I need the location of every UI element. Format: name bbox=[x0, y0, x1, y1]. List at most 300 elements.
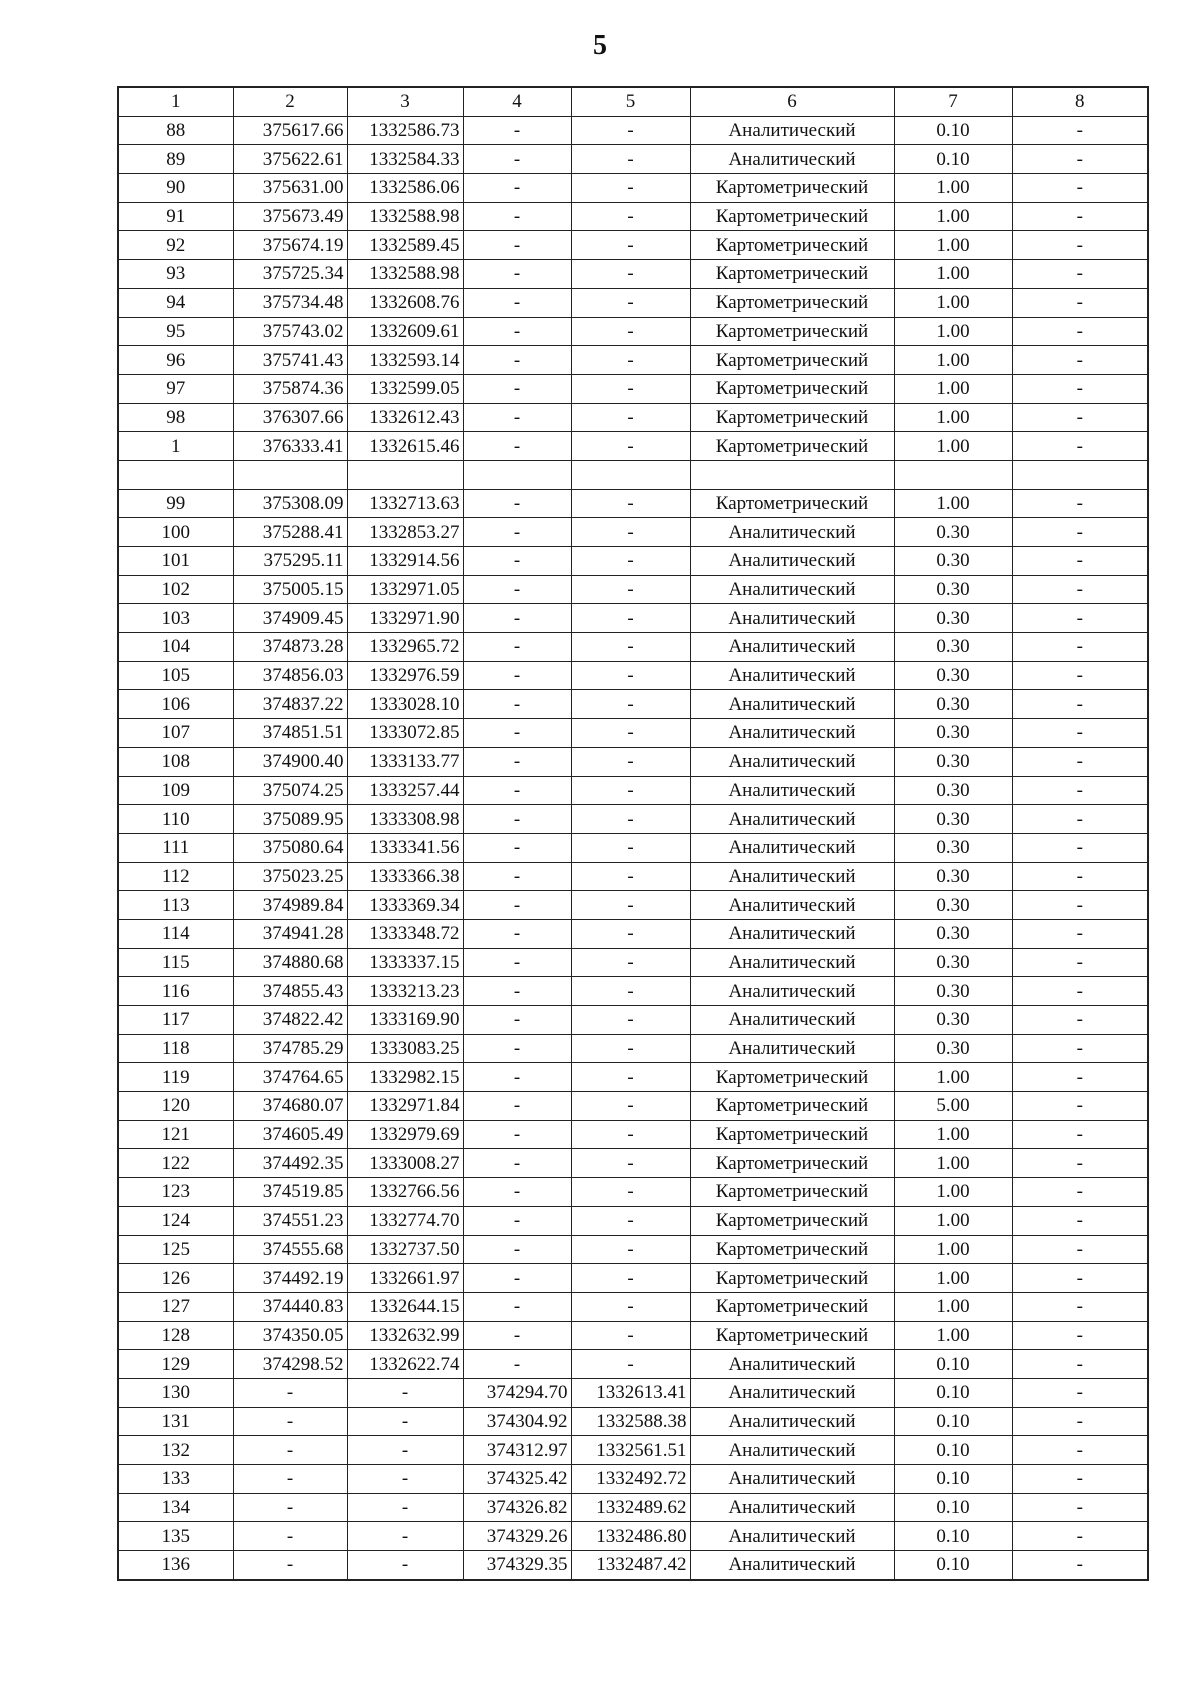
table-cell: 1.00 bbox=[894, 317, 1012, 346]
table-cell: - bbox=[233, 1436, 347, 1465]
table-cell: - bbox=[1012, 202, 1148, 231]
table-cell bbox=[1012, 460, 1148, 489]
table-cell: 0.10 bbox=[894, 1493, 1012, 1522]
table-cell: 375074.25 bbox=[233, 776, 347, 805]
table-cell: - bbox=[571, 747, 690, 776]
table-cell: 129 bbox=[118, 1350, 233, 1379]
table-cell: - bbox=[1012, 260, 1148, 289]
table-row bbox=[118, 547, 1148, 576]
table-row bbox=[118, 489, 1148, 518]
table-cell: - bbox=[347, 1436, 463, 1465]
table-row bbox=[118, 891, 1148, 920]
table-cell: 1332971.90 bbox=[347, 604, 463, 633]
table-row bbox=[118, 1006, 1148, 1035]
table-row bbox=[118, 432, 1148, 461]
table-row bbox=[118, 202, 1148, 231]
table-cell: - bbox=[463, 317, 571, 346]
table-cell: - bbox=[571, 1178, 690, 1207]
table-cell: 374492.35 bbox=[233, 1149, 347, 1178]
table-cell: - bbox=[463, 403, 571, 432]
table-cell: 1.00 bbox=[894, 346, 1012, 375]
table-cell: - bbox=[1012, 1321, 1148, 1350]
table-cell: 124 bbox=[118, 1206, 233, 1235]
table-cell: 135 bbox=[118, 1522, 233, 1551]
table-cell: 107 bbox=[118, 719, 233, 748]
table-cell: Аналитический bbox=[690, 1436, 894, 1465]
table-cell: 0.10 bbox=[894, 145, 1012, 174]
table-cell: - bbox=[1012, 231, 1148, 260]
table-cell: Картометрический bbox=[690, 403, 894, 432]
table-cell: - bbox=[463, 489, 571, 518]
table-cell: 117 bbox=[118, 1006, 233, 1035]
table-cell: Аналитический bbox=[690, 747, 894, 776]
table-cell: 0.30 bbox=[894, 575, 1012, 604]
table-cell: 106 bbox=[118, 690, 233, 719]
table-cell: - bbox=[571, 719, 690, 748]
table-row bbox=[118, 719, 1148, 748]
table-cell: - bbox=[571, 776, 690, 805]
table-cell: Аналитический bbox=[690, 719, 894, 748]
table-cell: 374304.92 bbox=[463, 1407, 571, 1436]
table-cell: 1.00 bbox=[894, 374, 1012, 403]
table-cell: 130 bbox=[118, 1378, 233, 1407]
table-cell: 1332971.05 bbox=[347, 575, 463, 604]
table-cell: 1332979.69 bbox=[347, 1120, 463, 1149]
table-row bbox=[118, 690, 1148, 719]
table-cell: 1332588.98 bbox=[347, 260, 463, 289]
header-row bbox=[118, 87, 1148, 116]
table-cell: - bbox=[463, 776, 571, 805]
table-cell: 375288.41 bbox=[233, 518, 347, 547]
table-cell: 374312.97 bbox=[463, 1436, 571, 1465]
table-cell: Аналитический bbox=[690, 891, 894, 920]
table-cell: Картометрический bbox=[690, 231, 894, 260]
table-row bbox=[118, 1350, 1148, 1379]
table-cell: 1333008.27 bbox=[347, 1149, 463, 1178]
table-cell: - bbox=[347, 1522, 463, 1551]
table-row bbox=[118, 174, 1148, 203]
table-cell: 126 bbox=[118, 1264, 233, 1293]
table-cell: Картометрический bbox=[690, 1178, 894, 1207]
table-cell: Картометрический bbox=[690, 1063, 894, 1092]
table-cell: - bbox=[1012, 1551, 1148, 1580]
table-cell: 375089.95 bbox=[233, 805, 347, 834]
table-cell: - bbox=[463, 288, 571, 317]
table-cell: 374680.07 bbox=[233, 1092, 347, 1121]
table-cell: 375741.43 bbox=[233, 346, 347, 375]
table-cell: 111 bbox=[118, 833, 233, 862]
table-cell: 1.00 bbox=[894, 174, 1012, 203]
table-cell: - bbox=[463, 575, 571, 604]
table-cell: 374851.51 bbox=[233, 719, 347, 748]
table-cell bbox=[463, 460, 571, 489]
table-cell: - bbox=[571, 403, 690, 432]
table-cell: 375023.25 bbox=[233, 862, 347, 891]
table-cell: 1333341.56 bbox=[347, 833, 463, 862]
table-cell: - bbox=[1012, 116, 1148, 145]
table-cell: 1.00 bbox=[894, 1206, 1012, 1235]
table-cell: 0.30 bbox=[894, 719, 1012, 748]
table-row bbox=[118, 1378, 1148, 1407]
table-cell: - bbox=[1012, 1149, 1148, 1178]
column-header: 5 bbox=[571, 87, 690, 116]
table-cell: 1332586.73 bbox=[347, 116, 463, 145]
table-cell: Аналитический bbox=[690, 1522, 894, 1551]
table-cell: 375631.00 bbox=[233, 174, 347, 203]
table-cell: 1333337.15 bbox=[347, 948, 463, 977]
table-cell: 1332492.72 bbox=[571, 1465, 690, 1494]
table-cell: 94 bbox=[118, 288, 233, 317]
table-cell: - bbox=[1012, 1378, 1148, 1407]
table-cell: - bbox=[1012, 1436, 1148, 1465]
table-cell: - bbox=[571, 489, 690, 518]
table-cell: Аналитический bbox=[690, 833, 894, 862]
table-cell: 114 bbox=[118, 919, 233, 948]
table-cell: - bbox=[1012, 403, 1148, 432]
table-cell: - bbox=[463, 1034, 571, 1063]
table-cell: - bbox=[1012, 575, 1148, 604]
table-cell: 374326.82 bbox=[463, 1493, 571, 1522]
table-cell: - bbox=[463, 518, 571, 547]
table-cell: 0.10 bbox=[894, 1465, 1012, 1494]
table-cell: - bbox=[463, 948, 571, 977]
table-cell: 96 bbox=[118, 346, 233, 375]
table-cell: 1333369.34 bbox=[347, 891, 463, 920]
table-cell: 1332976.59 bbox=[347, 661, 463, 690]
table-cell: - bbox=[1012, 633, 1148, 662]
table-cell: - bbox=[463, 604, 571, 633]
table-row bbox=[118, 346, 1148, 375]
table-cell: Аналитический bbox=[690, 1350, 894, 1379]
table-row bbox=[118, 862, 1148, 891]
table-cell: - bbox=[571, 1034, 690, 1063]
table-cell: - bbox=[571, 547, 690, 576]
table-cell: 90 bbox=[118, 174, 233, 203]
table-cell: 374294.70 bbox=[463, 1378, 571, 1407]
table-cell: - bbox=[347, 1407, 463, 1436]
table-cell: - bbox=[463, 891, 571, 920]
column-header: 1 bbox=[118, 87, 233, 116]
table-cell: - bbox=[463, 1006, 571, 1035]
table-cell: - bbox=[463, 374, 571, 403]
table-cell: Картометрический bbox=[690, 288, 894, 317]
table-cell: 101 bbox=[118, 547, 233, 576]
table-cell: 1333348.72 bbox=[347, 919, 463, 948]
table-cell: - bbox=[1012, 432, 1148, 461]
table-cell: 1333028.10 bbox=[347, 690, 463, 719]
table-cell: - bbox=[571, 231, 690, 260]
table-cell: Картометрический bbox=[690, 1321, 894, 1350]
table-row bbox=[118, 1264, 1148, 1293]
table-cell: 374837.22 bbox=[233, 690, 347, 719]
table-cell: 375617.66 bbox=[233, 116, 347, 145]
table-cell: 1.00 bbox=[894, 288, 1012, 317]
table-cell: 1332982.15 bbox=[347, 1063, 463, 1092]
table-cell: 374551.23 bbox=[233, 1206, 347, 1235]
table-cell: 132 bbox=[118, 1436, 233, 1465]
table-cell: 98 bbox=[118, 403, 233, 432]
table-row bbox=[118, 518, 1148, 547]
table-cell: - bbox=[571, 575, 690, 604]
table-cell: - bbox=[463, 1120, 571, 1149]
table-cell: - bbox=[463, 174, 571, 203]
table-row bbox=[118, 1551, 1148, 1580]
table-cell: 105 bbox=[118, 661, 233, 690]
table-cell: Аналитический bbox=[690, 1034, 894, 1063]
table-row bbox=[118, 1206, 1148, 1235]
table-cell: - bbox=[571, 145, 690, 174]
table-cell: - bbox=[1012, 805, 1148, 834]
table-row bbox=[118, 1522, 1148, 1551]
table-cell: 374989.84 bbox=[233, 891, 347, 920]
table-cell: - bbox=[571, 374, 690, 403]
table-cell: 0.30 bbox=[894, 977, 1012, 1006]
table-cell: - bbox=[571, 633, 690, 662]
table-cell: - bbox=[1012, 174, 1148, 203]
table-cell: 0.10 bbox=[894, 1522, 1012, 1551]
table-cell: - bbox=[463, 1149, 571, 1178]
table-cell: 1.00 bbox=[894, 1292, 1012, 1321]
table-cell: - bbox=[1012, 948, 1148, 977]
table-cell: 375734.48 bbox=[233, 288, 347, 317]
table-cell: 0.30 bbox=[894, 948, 1012, 977]
table-cell: Аналитический bbox=[690, 116, 894, 145]
table-cell: - bbox=[571, 1264, 690, 1293]
table-cell: - bbox=[463, 432, 571, 461]
table-cell: 0.30 bbox=[894, 661, 1012, 690]
table-cell: 108 bbox=[118, 747, 233, 776]
table-cell: - bbox=[571, 805, 690, 834]
table-cell: - bbox=[571, 346, 690, 375]
table-cell: 1333308.98 bbox=[347, 805, 463, 834]
table-cell: - bbox=[463, 919, 571, 948]
table-cell: - bbox=[1012, 747, 1148, 776]
table-cell: - bbox=[233, 1378, 347, 1407]
table-cell: Картометрический bbox=[690, 1235, 894, 1264]
table-cell: 1.00 bbox=[894, 260, 1012, 289]
table-cell: 0.30 bbox=[894, 776, 1012, 805]
table-cell: - bbox=[571, 1321, 690, 1350]
table-cell: Аналитический bbox=[690, 690, 894, 719]
table-cell: - bbox=[571, 1092, 690, 1121]
table-cell: Картометрический bbox=[690, 346, 894, 375]
table-cell: 0.30 bbox=[894, 919, 1012, 948]
column-header: 2 bbox=[233, 87, 347, 116]
table-cell: - bbox=[463, 145, 571, 174]
table-row bbox=[118, 231, 1148, 260]
table-cell: 127 bbox=[118, 1292, 233, 1321]
table-cell: 1333257.44 bbox=[347, 776, 463, 805]
table-cell: 1332586.06 bbox=[347, 174, 463, 203]
table-row bbox=[118, 1120, 1148, 1149]
table-cell: 1.00 bbox=[894, 1178, 1012, 1207]
table-cell: - bbox=[1012, 1178, 1148, 1207]
table-cell bbox=[690, 460, 894, 489]
table-cell: 0.30 bbox=[894, 805, 1012, 834]
table-cell: - bbox=[463, 833, 571, 862]
table-cell: 131 bbox=[118, 1407, 233, 1436]
table-cell: 1332613.41 bbox=[571, 1378, 690, 1407]
table-cell: - bbox=[463, 1350, 571, 1379]
table-cell: - bbox=[463, 805, 571, 834]
table-cell: - bbox=[571, 977, 690, 1006]
table-cell bbox=[894, 460, 1012, 489]
table-cell: 374822.42 bbox=[233, 1006, 347, 1035]
table-cell: 1333083.25 bbox=[347, 1034, 463, 1063]
table-row bbox=[118, 948, 1148, 977]
table-cell: 375874.36 bbox=[233, 374, 347, 403]
table-row bbox=[118, 317, 1148, 346]
table-cell: 374329.35 bbox=[463, 1551, 571, 1580]
table-cell: 1332599.05 bbox=[347, 374, 463, 403]
table-cell: - bbox=[571, 1350, 690, 1379]
table-cell: 374856.03 bbox=[233, 661, 347, 690]
table-cell: Аналитический bbox=[690, 1465, 894, 1494]
table-row bbox=[118, 977, 1148, 1006]
table-row bbox=[118, 833, 1148, 862]
table-cell: - bbox=[463, 1178, 571, 1207]
table-cell: 134 bbox=[118, 1493, 233, 1522]
table-cell: 374519.85 bbox=[233, 1178, 347, 1207]
table-cell: 110 bbox=[118, 805, 233, 834]
table-cell: - bbox=[1012, 1522, 1148, 1551]
coordinates-table bbox=[117, 86, 1149, 1581]
table-cell: 1332486.80 bbox=[571, 1522, 690, 1551]
table-cell: 374785.29 bbox=[233, 1034, 347, 1063]
table-cell: 1.00 bbox=[894, 231, 1012, 260]
table-cell: Аналитический bbox=[690, 604, 894, 633]
table-row bbox=[118, 403, 1148, 432]
table-cell: 92 bbox=[118, 231, 233, 260]
table-cell: 1.00 bbox=[894, 432, 1012, 461]
table-cell: - bbox=[571, 432, 690, 461]
table-cell: - bbox=[1012, 1063, 1148, 1092]
table-cell: 1332612.43 bbox=[347, 403, 463, 432]
table-cell: - bbox=[1012, 719, 1148, 748]
table-cell: - bbox=[463, 977, 571, 1006]
table-cell: 1332609.61 bbox=[347, 317, 463, 346]
table-cell: Аналитический bbox=[690, 805, 894, 834]
table-row bbox=[118, 919, 1148, 948]
table-cell: 133 bbox=[118, 1465, 233, 1494]
table-cell: 1.00 bbox=[894, 1063, 1012, 1092]
table-cell: 89 bbox=[118, 145, 233, 174]
table-row bbox=[118, 1235, 1148, 1264]
table-cell: - bbox=[1012, 1465, 1148, 1494]
table-row bbox=[118, 1321, 1148, 1350]
table-cell: - bbox=[571, 1149, 690, 1178]
table-cell: 1.00 bbox=[894, 1149, 1012, 1178]
table-cell: 112 bbox=[118, 862, 233, 891]
table-cell: Аналитический bbox=[690, 1407, 894, 1436]
table-cell: 375743.02 bbox=[233, 317, 347, 346]
table-cell: 123 bbox=[118, 1178, 233, 1207]
table-cell: - bbox=[233, 1551, 347, 1580]
table-row bbox=[118, 260, 1148, 289]
table-cell: 1.00 bbox=[894, 202, 1012, 231]
table-cell: - bbox=[463, 346, 571, 375]
table-cell: Аналитический bbox=[690, 776, 894, 805]
table-row bbox=[118, 1149, 1148, 1178]
table-cell: Аналитический bbox=[690, 919, 894, 948]
table-cell: 374492.19 bbox=[233, 1264, 347, 1293]
table-cell: Аналитический bbox=[690, 948, 894, 977]
table-cell: 0.10 bbox=[894, 1350, 1012, 1379]
table-cell: 109 bbox=[118, 776, 233, 805]
table-row bbox=[118, 460, 1148, 489]
table-cell: 0.30 bbox=[894, 690, 1012, 719]
table-cell: - bbox=[463, 747, 571, 776]
table-cell: Аналитический bbox=[690, 1551, 894, 1580]
table-cell: 1332589.45 bbox=[347, 231, 463, 260]
table-cell: 91 bbox=[118, 202, 233, 231]
table-cell: 0.30 bbox=[894, 633, 1012, 662]
table-cell: - bbox=[1012, 1350, 1148, 1379]
table-cell: - bbox=[571, 919, 690, 948]
table-cell: - bbox=[463, 1092, 571, 1121]
table-row bbox=[118, 116, 1148, 145]
table-cell: - bbox=[1012, 317, 1148, 346]
table-row bbox=[118, 145, 1148, 174]
table-row bbox=[118, 805, 1148, 834]
table-cell: 1332622.74 bbox=[347, 1350, 463, 1379]
table-cell: - bbox=[1012, 346, 1148, 375]
table-cell: 375308.09 bbox=[233, 489, 347, 518]
table-row bbox=[118, 1063, 1148, 1092]
table-cell: 1332661.97 bbox=[347, 1264, 463, 1293]
table-cell: 375673.49 bbox=[233, 202, 347, 231]
table-cell: 1332588.38 bbox=[571, 1407, 690, 1436]
table-cell: - bbox=[463, 661, 571, 690]
table-row bbox=[118, 575, 1148, 604]
column-header: 4 bbox=[463, 87, 571, 116]
table-row bbox=[118, 1465, 1148, 1494]
table-cell: 374605.49 bbox=[233, 1120, 347, 1149]
table-cell: Картометрический bbox=[690, 1292, 894, 1321]
table-row bbox=[118, 1034, 1148, 1063]
table-cell: 374764.65 bbox=[233, 1063, 347, 1092]
table-cell: 1332489.62 bbox=[571, 1493, 690, 1522]
table-cell: 375725.34 bbox=[233, 260, 347, 289]
table-cell: 1332737.50 bbox=[347, 1235, 463, 1264]
table-cell: 1332766.56 bbox=[347, 1178, 463, 1207]
table-cell: - bbox=[571, 260, 690, 289]
table-cell: - bbox=[1012, 1006, 1148, 1035]
table-row bbox=[118, 1407, 1148, 1436]
table-cell: Аналитический bbox=[690, 1378, 894, 1407]
table-cell: 5.00 bbox=[894, 1092, 1012, 1121]
table-cell: Картометрический bbox=[690, 1149, 894, 1178]
table-cell: 374350.05 bbox=[233, 1321, 347, 1350]
table-cell: - bbox=[463, 1206, 571, 1235]
table-cell: 104 bbox=[118, 633, 233, 662]
table-cell: - bbox=[463, 116, 571, 145]
table-cell: 0.30 bbox=[894, 891, 1012, 920]
table-cell bbox=[347, 460, 463, 489]
table-cell: - bbox=[1012, 862, 1148, 891]
table-cell: - bbox=[347, 1378, 463, 1407]
table-cell: 375674.19 bbox=[233, 231, 347, 260]
table-cell: 1332608.76 bbox=[347, 288, 463, 317]
table-cell: - bbox=[1012, 1206, 1148, 1235]
table-cell: - bbox=[571, 202, 690, 231]
table-cell: - bbox=[463, 1321, 571, 1350]
table-cell: 1332644.15 bbox=[347, 1292, 463, 1321]
table-cell: - bbox=[1012, 776, 1148, 805]
table-row bbox=[118, 1436, 1148, 1465]
table-cell: 125 bbox=[118, 1235, 233, 1264]
table-cell: 1332487.42 bbox=[571, 1551, 690, 1580]
